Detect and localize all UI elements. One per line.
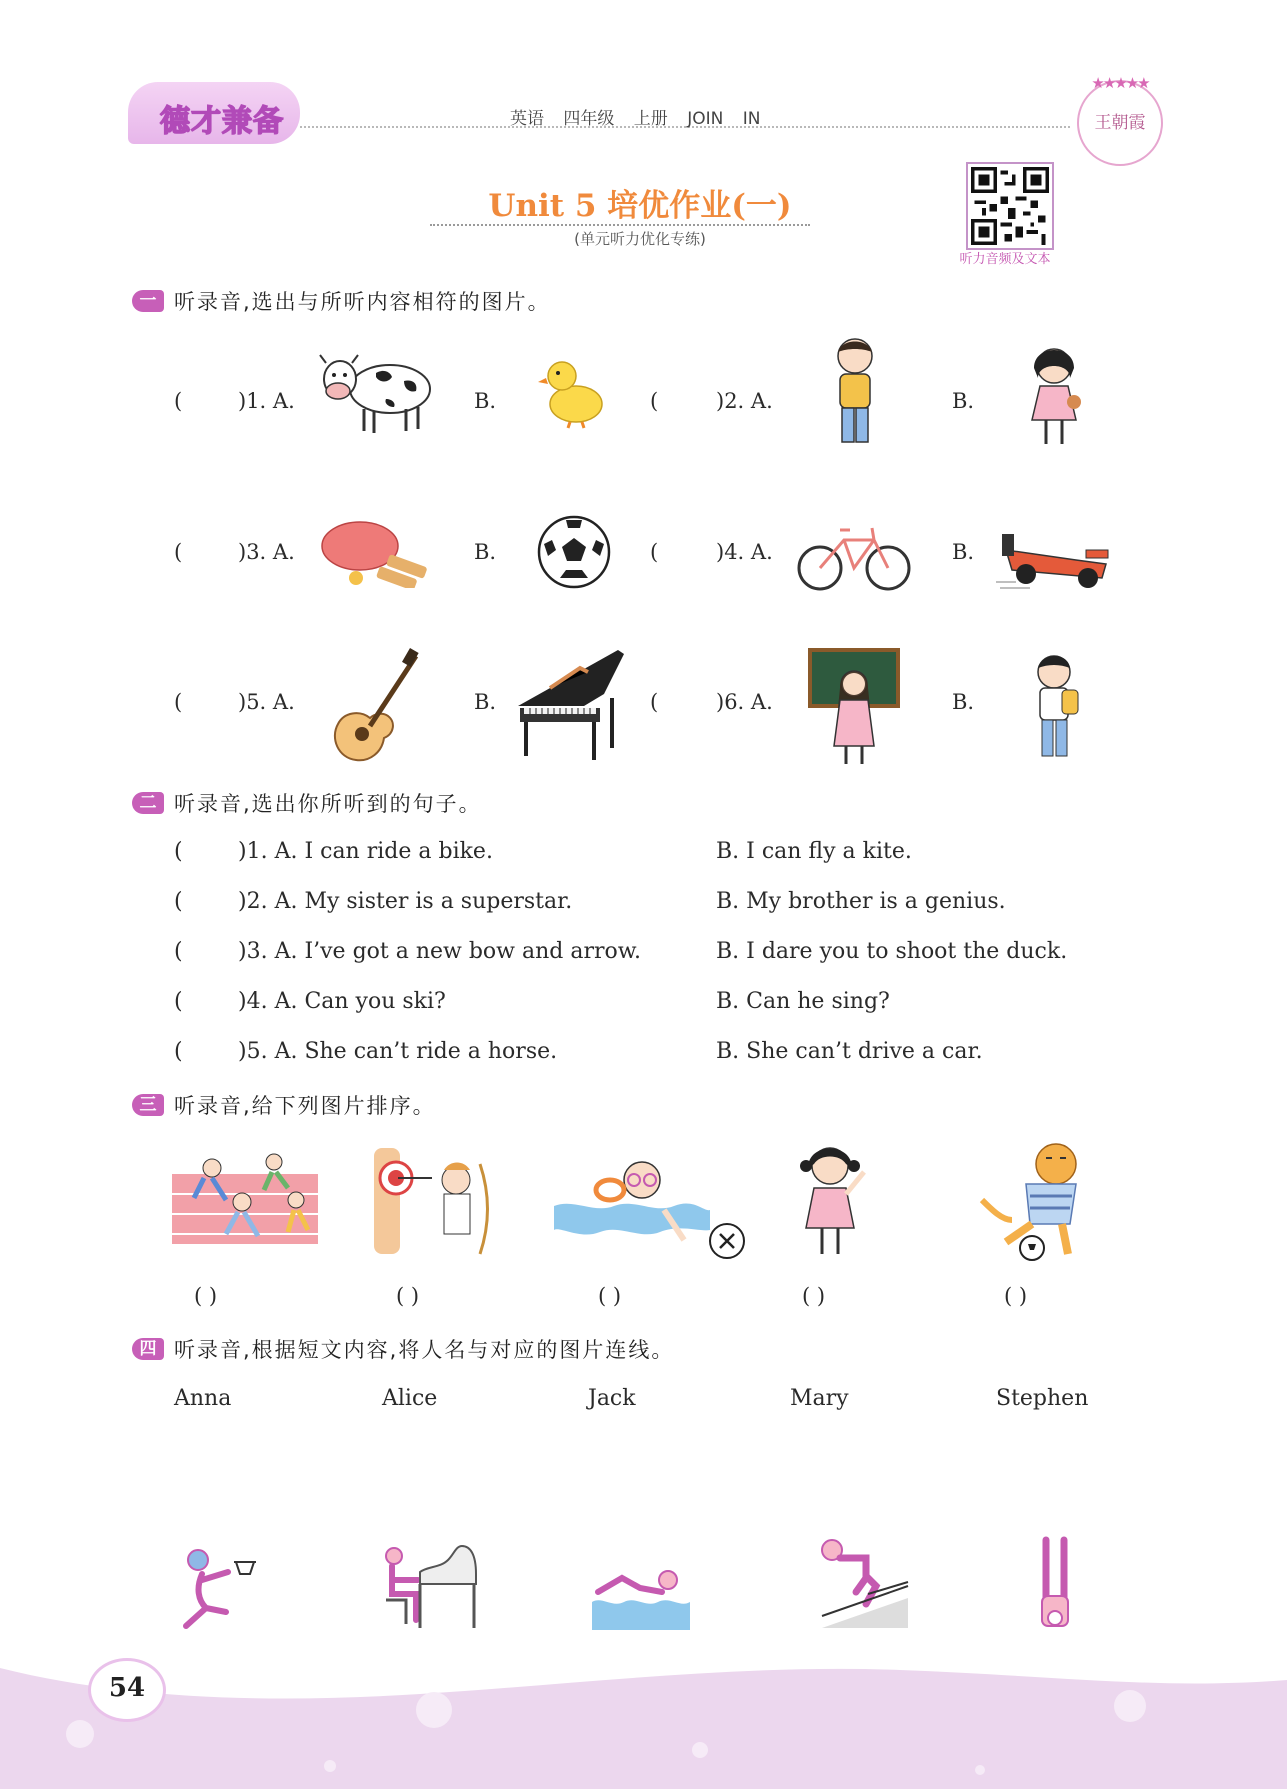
order-blank-1[interactable]: ( ) (194, 1284, 218, 1308)
swimming-icon[interactable] (592, 1558, 690, 1630)
soccer-ball-icon[interactable] (536, 514, 612, 590)
answer-blank[interactable]: ( (174, 1039, 183, 1064)
sentence-5a: )5. A. She can’t ride a horse. (238, 1039, 558, 1064)
answer-blank[interactable]: ( (650, 690, 659, 714)
sentence-1a: )1. A. I can ride a bike. (238, 839, 493, 864)
answer-blank[interactable]: ( (174, 540, 183, 564)
question-1-label: )1. A. (238, 389, 295, 413)
stars-icon: ★★★★★ (1091, 74, 1149, 92)
question-4-label: )4. A. (716, 540, 773, 564)
seal-logo: ★★★★★ 王朝霞 (1077, 80, 1163, 166)
book-info: 英语 四年级 上册 JOIN IN (510, 109, 761, 129)
sentence-4b: B. Can he sing? (716, 989, 890, 1014)
duck-icon[interactable] (538, 352, 608, 430)
guitar-icon[interactable] (326, 648, 426, 766)
question-3-label: )3. A. (238, 540, 295, 564)
piano-icon[interactable] (514, 648, 628, 764)
sentence-5b: B. She can’t drive a car. (716, 1039, 983, 1064)
answer-blank[interactable]: ( (174, 389, 183, 413)
race-car-icon[interactable] (996, 520, 1114, 590)
order-blank-3[interactable]: ( ) (598, 1284, 622, 1308)
sentence-1b: B. I can fly a kite. (716, 839, 912, 864)
answer-blank[interactable]: ( (174, 839, 183, 864)
question-2-label: )2. A. (716, 389, 773, 413)
question-5-label: )5. A. (238, 690, 295, 714)
girl-icon[interactable] (1020, 342, 1088, 448)
qr-code-icon[interactable] (966, 162, 1054, 250)
answer-blank[interactable]: ( (650, 389, 659, 413)
sentence-2a: )2. A. My sister is a superstar. (238, 889, 573, 914)
cow-icon[interactable] (316, 345, 438, 437)
title-underline (430, 224, 810, 226)
answer-blank[interactable]: ( (174, 989, 183, 1014)
order-blank-4[interactable]: ( ) (802, 1284, 826, 1308)
running-kids-icon[interactable] (172, 1148, 318, 1254)
tiger-soccer-icon[interactable] (976, 1140, 1088, 1262)
page-number: 54 (88, 1658, 166, 1722)
basketball-icon[interactable] (172, 1544, 262, 1630)
answer-blank[interactable]: ( (174, 690, 183, 714)
archery-icon[interactable] (370, 1144, 496, 1256)
order-blank-2[interactable]: ( ) (396, 1284, 420, 1308)
sentence-3a: )3. A. I’ve got a new bow and arrow. (238, 939, 641, 964)
bicycle-icon[interactable] (794, 518, 914, 592)
page-subtitle: (单元听力优化专练) (574, 230, 706, 248)
footer-wave (0, 1650, 1287, 1789)
answer-blank[interactable]: ( (650, 540, 659, 564)
ping-pong-paddles-icon[interactable] (320, 516, 434, 588)
sentence-4a: )4. A. Can you ski? (238, 989, 446, 1014)
swimmer-icon[interactable] (554, 1150, 710, 1254)
piano-player-icon[interactable] (380, 1544, 480, 1630)
name-jack[interactable]: Jack (588, 1386, 636, 1411)
wrong-mark-icon (708, 1222, 746, 1260)
handstand-icon[interactable] (1038, 1536, 1072, 1630)
boy-icon[interactable] (820, 334, 890, 450)
name-stephen[interactable]: Stephen (996, 1386, 1089, 1411)
page-title: Unit 5 培优作业(一) (488, 188, 792, 224)
answer-blank[interactable]: ( (174, 889, 183, 914)
brand-logo: 德才兼备 (128, 82, 300, 144)
schoolboy-icon[interactable] (1020, 650, 1090, 766)
teacher-icon[interactable] (808, 648, 900, 768)
sentence-2b: B. My brother is a genius. (716, 889, 1006, 914)
girl-thinking-icon[interactable] (790, 1140, 872, 1260)
name-alice[interactable]: Alice (382, 1386, 438, 1411)
name-anna[interactable]: Anna (174, 1386, 232, 1411)
answer-blank[interactable]: ( (174, 939, 183, 964)
order-blank-5[interactable]: ( ) (1004, 1284, 1028, 1308)
skiing-icon[interactable] (818, 1536, 912, 1628)
qr-caption: 听力音频及文本 (959, 252, 1051, 267)
question-6-label: )6. A. (716, 690, 773, 714)
sentence-3b: B. I dare you to shoot the duck. (716, 939, 1068, 964)
name-mary[interactable]: Mary (790, 1386, 849, 1411)
